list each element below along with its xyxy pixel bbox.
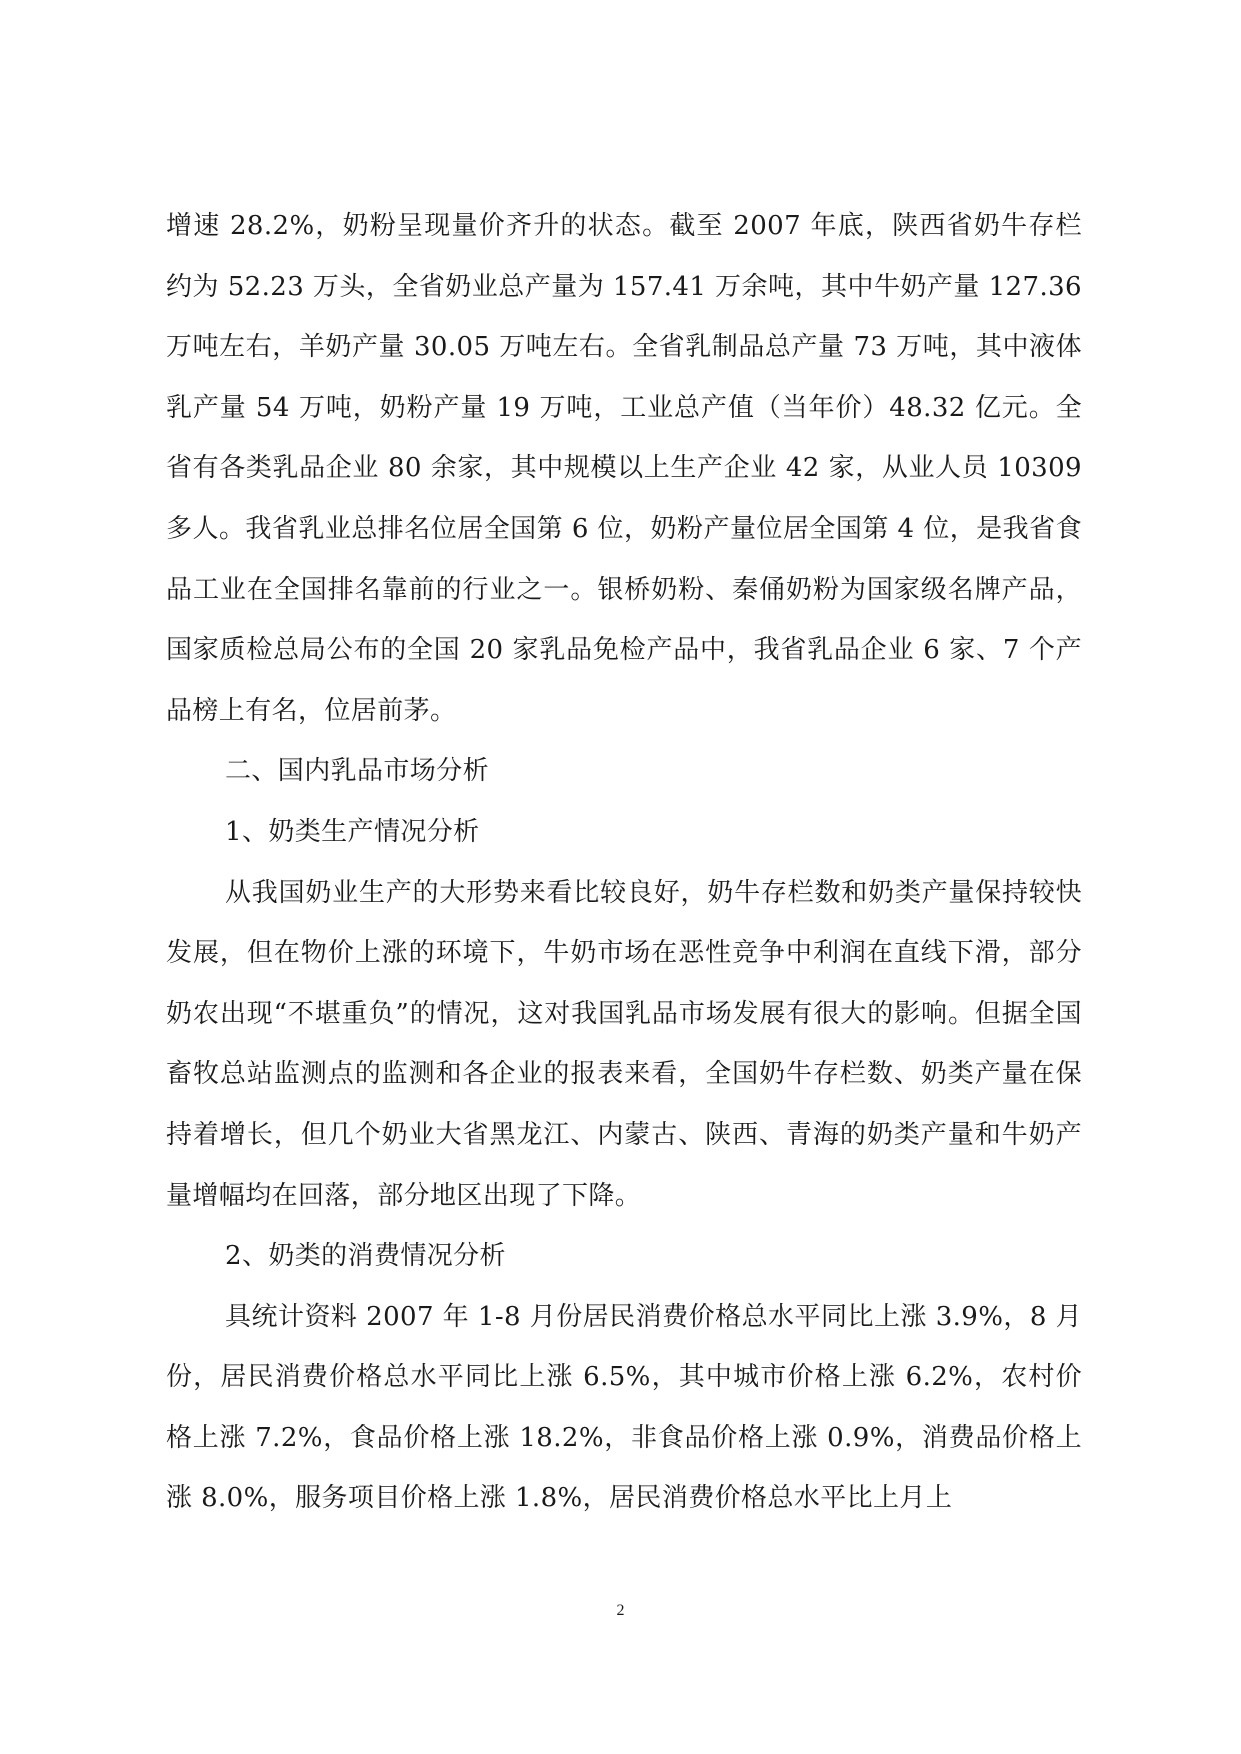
document-body [166,196,1082,1529]
page-number: 2 [616,1602,625,1619]
paragraph-production-analysis: 从我国奶业生产的大形势来看比较良好，奶牛存栏数和奶类产量保持较快发展，但在物价上涨的环境下，牛奶市场在恶性竞争中利润在直线下滑，部分奶农出现“不堪重负”的情况，这对我国乳品市场发展有很大的影响。但据全国畜牧总站监测点的监测和各企业的报表来看，全国奶牛存栏数、奶类产量在保持着增长，但几个奶业大省黑龙江、内蒙古、陕西、青海的奶类产量和牛奶产量增幅均在回落，部分地区出现了下降。 [166,877,1082,1211]
section-heading-domestic-market: 二、国内乳品市场分析 [225,756,490,787]
paragraph-shaanxi-dairy-stats: 增速 28.2%，奶粉呈现量价齐升的状态。截至 2007 年底，陕西省奶牛存栏约为 52.23 万头，全省奶业总产量为 157.41 万余吨，其中牛奶产量 127.36 万吨左右，羊奶产量 30.05 万吨左右。全省乳制品总产量 73 万吨，其中液体乳产量 54 万吨，奶粉产量 19 万吨，工业总产值（当年价）48.32 亿元。全省有各类乳品企业 80 余家，其中规模以上生产企业 42 家，从业人员 10309 多人。我省乳业总排名位居全国第 6 位，奶粉产量位居全国第 4 位，是我省食品工业在全国排名靠前的行业之一。银桥奶粉、秦俑奶粉为国家级名牌产品，国家质检总局公布的全国 20 家乳品免检产品中，我省乳品企业 6 家、7 个产品榜上有名，位居前茅。 [166,211,1082,726]
subsection-heading-consumption: 2、奶类的消费情况分析 [225,1241,506,1272]
subsection-heading-production: 1、奶类生产情况分析 [225,816,480,847]
paragraph-consumption-analysis: 具统计资料 2007 年 1-8 月份居民消费价格总水平同比上涨 3.9%，8 月份，居民消费价格总水平同比上涨 6.5%，其中城市价格上涨 6.2%，农村价格上涨 7.2%，食品价格上涨 18.2%，非食品价格上涨 0.9%，消费品价格上涨 8.0%，服务项目价格上涨 1.8%，居民消费价格总水平比上月上 [166,1301,1082,1514]
